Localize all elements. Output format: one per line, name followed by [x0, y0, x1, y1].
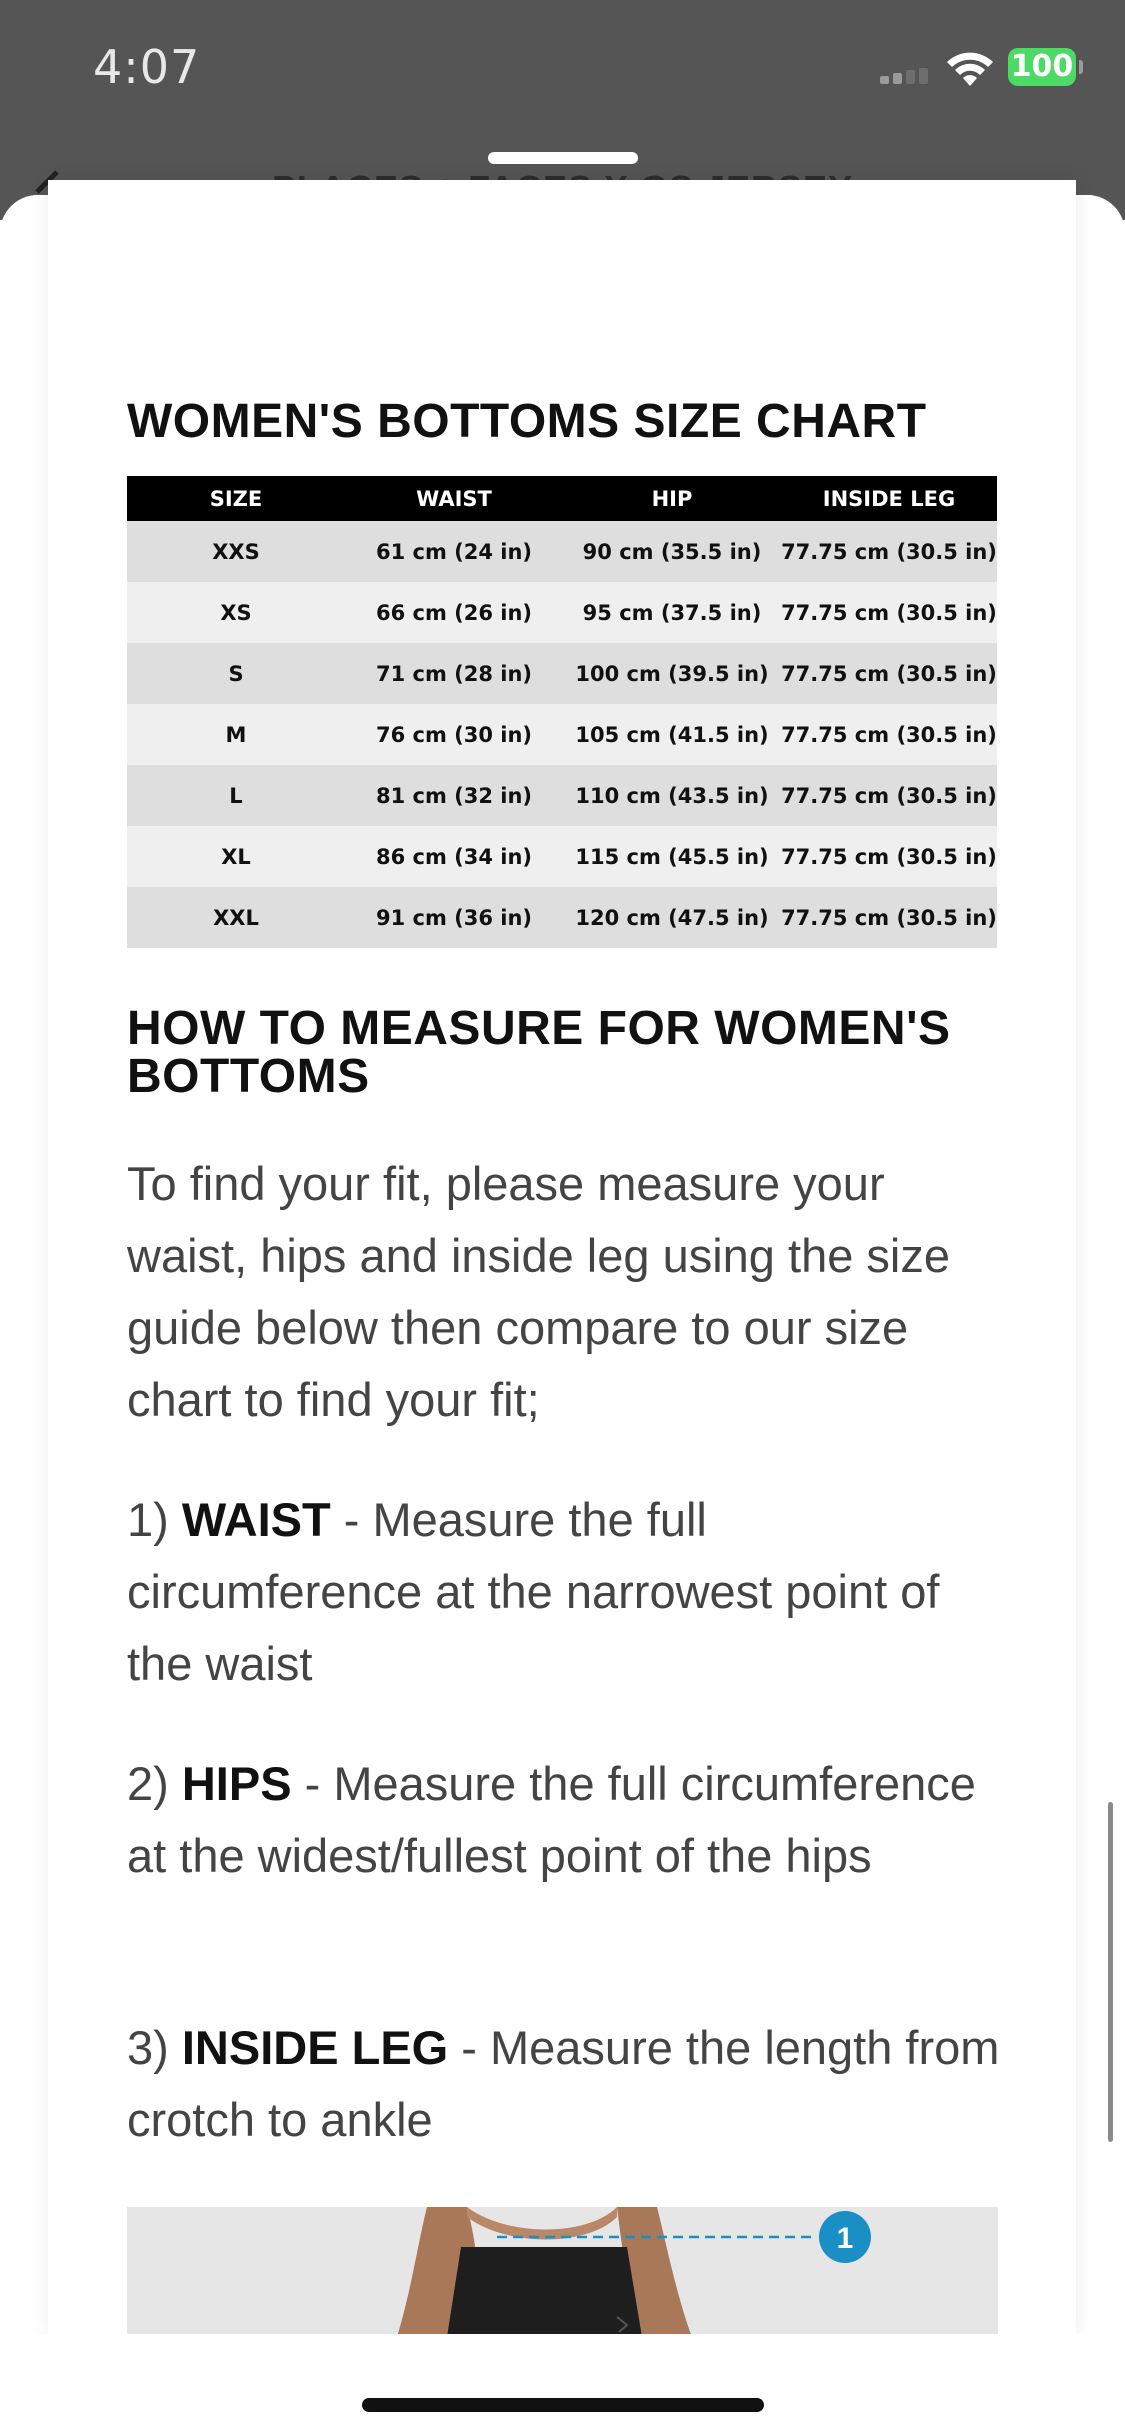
size-chart-header-row [127, 476, 997, 521]
model-silhouette [127, 2207, 998, 2337]
table-cell: XXS [127, 521, 345, 582]
table-cell: 77.75 cm (30.5 in) [781, 521, 997, 582]
table-cell: XL [127, 826, 345, 887]
table-cell: XXL [127, 887, 345, 948]
table-row [127, 643, 997, 704]
table-cell: 77.75 cm (30.5 in) [781, 765, 997, 826]
home-indicator[interactable] [362, 2398, 764, 2412]
column-header: WAIST [345, 476, 563, 521]
table-row [127, 521, 997, 582]
table-row [127, 826, 997, 887]
home-bar-area [0, 2334, 1125, 2436]
table-cell: 86 cm (34 in) [345, 826, 563, 887]
table-cell: 120 cm (47.5 in) [563, 887, 781, 948]
size-chart-title: WOMEN'S BOTTOMS SIZE CHART [127, 395, 927, 448]
step-text: - Measure the full circumference at the narrowest point of the waist [127, 1493, 940, 1690]
table-cell: 115 cm (45.5 in) [563, 826, 781, 887]
table-row [127, 582, 997, 643]
step-label: INSIDE LEG [181, 2021, 449, 2074]
table-cell: 91 cm (36 in) [345, 887, 563, 948]
step-number: 3) [127, 2021, 169, 2074]
table-cell: 77.75 cm (30.5 in) [781, 582, 997, 643]
battery-indicator: 100 [1008, 48, 1076, 86]
table-cell: 77.75 cm (30.5 in) [781, 826, 997, 887]
table-cell: 71 cm (28 in) [345, 643, 563, 704]
table-cell: M [127, 704, 345, 765]
table-cell: 81 cm (32 in) [345, 765, 563, 826]
table-cell: 95 cm (37.5 in) [563, 582, 781, 643]
measure-step-hips [127, 1748, 1007, 1892]
table-row [127, 765, 997, 826]
status-time: 4:07 [93, 40, 201, 94]
measure-step-waist [127, 1484, 1007, 1700]
vertical-scrollbar[interactable] [1108, 1802, 1113, 2142]
table-cell: 77.75 cm (30.5 in) [781, 704, 997, 765]
table-cell: 76 cm (30 in) [345, 704, 563, 765]
table-cell: 66 cm (26 in) [345, 582, 563, 643]
step-text: - Measure the full circumference at the widest/fullest point of the hips [127, 1757, 976, 1882]
measure-title: HOW TO MEASURE FOR WOMEN'S BOTTOMS [127, 1002, 951, 1103]
table-row [127, 704, 997, 765]
step-label: HIPS [181, 1757, 292, 1810]
marker-number: 1 [836, 2222, 854, 2255]
table-cell: 105 cm (41.5 in) [563, 704, 781, 765]
table-cell: 61 cm (24 in) [345, 521, 563, 582]
step-text: - Measure the length from crotch to ankle [127, 2021, 1000, 2146]
size-chart-table [127, 476, 997, 948]
wifi-icon [945, 48, 995, 88]
sheet-grabber[interactable] [488, 152, 638, 164]
cellular-signal-icon [880, 68, 932, 84]
table-cell: 90 cm (35.5 in) [563, 521, 781, 582]
table-cell: XS [127, 582, 345, 643]
step-number: 2) [127, 1757, 169, 1810]
column-header: SIZE [127, 476, 345, 521]
column-header: INSIDE LEG [781, 476, 997, 521]
table-cell: 110 cm (43.5 in) [563, 765, 781, 826]
table-cell: 100 cm (39.5 in) [563, 643, 781, 704]
measure-intro: To find your fit, please measure your waist, hips and inside leg using the size guide below then compare to our size chart to find your fit; [127, 1157, 950, 1426]
measurement-illustration [127, 2207, 998, 2337]
table-cell: 77.75 cm (30.5 in) [781, 643, 997, 704]
table-row [127, 887, 997, 948]
table-cell: L [127, 765, 345, 826]
table-cell: 77.75 cm (30.5 in) [781, 887, 997, 948]
column-header: HIP [563, 476, 781, 521]
step-number: 1) [127, 1493, 169, 1546]
measure-step-inside-leg [127, 2012, 1007, 2156]
table-cell: S [127, 643, 345, 704]
step-label: WAIST [181, 1493, 331, 1546]
